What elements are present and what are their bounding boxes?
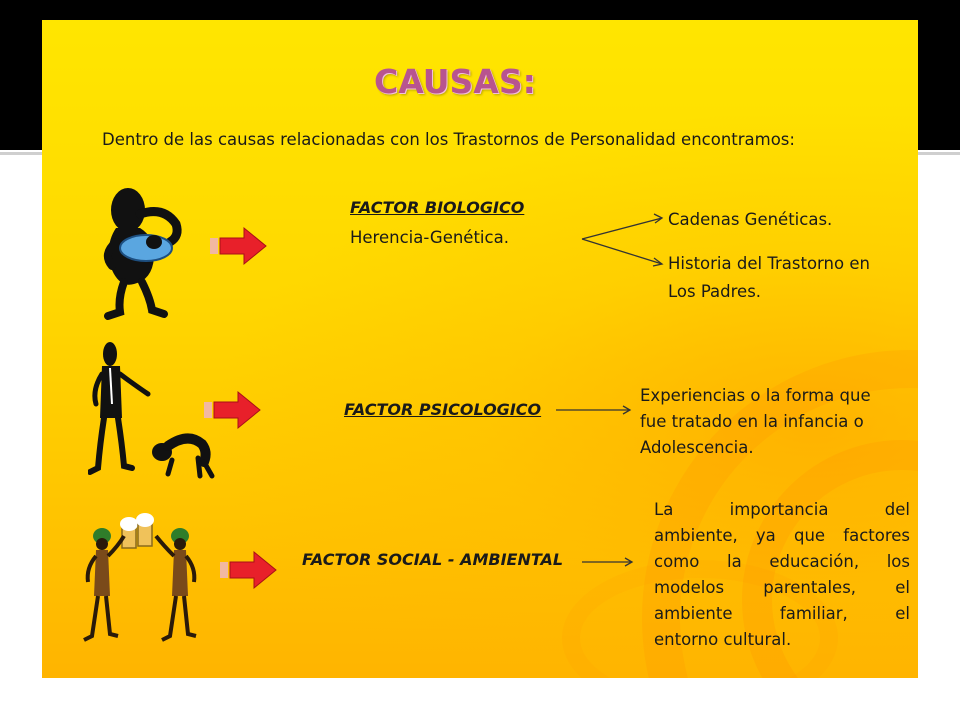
biologico-result-line: Historia del Trastorno en bbox=[668, 254, 870, 273]
social-result-line: entorno cultural. bbox=[654, 630, 792, 649]
branch-arrow-icon bbox=[582, 218, 662, 239]
social-result-line: modelos parentales, el bbox=[654, 578, 910, 597]
slide-canvas bbox=[42, 20, 918, 678]
social-result-line: como la educación, los bbox=[654, 552, 910, 571]
factor-psicologico-label: FACTOR PSICOLOGICO bbox=[344, 400, 542, 419]
intro-text: Dentro de las causas relacionadas con los Trastornos de Personalidad encontramos: bbox=[102, 130, 795, 149]
social-result-line: ambiente, ya que factores bbox=[654, 526, 910, 545]
divider-left bbox=[0, 152, 44, 155]
divider-right bbox=[916, 152, 960, 155]
biologico-result-line: Cadenas Genéticas. bbox=[668, 210, 833, 229]
social-result-line: ambiente familiar, el bbox=[654, 604, 910, 623]
factor-biologico-label: FACTOR BIOLOGICO bbox=[350, 198, 525, 217]
factor-social-ambiental-label: FACTOR SOCIAL - AMBIENTAL bbox=[302, 550, 564, 569]
psicologico-result-line: Experiencias o la forma que bbox=[640, 386, 871, 405]
biologico-result-line: Los Padres. bbox=[668, 282, 762, 301]
psicologico-result-line: Adolescencia. bbox=[640, 438, 754, 457]
psicologico-result-line: fue tratado en la infancia o bbox=[640, 412, 864, 431]
social-result-line: La importancia del bbox=[654, 500, 910, 519]
slide-title: CAUSAS: bbox=[374, 62, 536, 101]
branch-arrow-icon bbox=[582, 239, 662, 264]
factor-biologico-subtitle: Herencia-Genética. bbox=[350, 228, 509, 247]
